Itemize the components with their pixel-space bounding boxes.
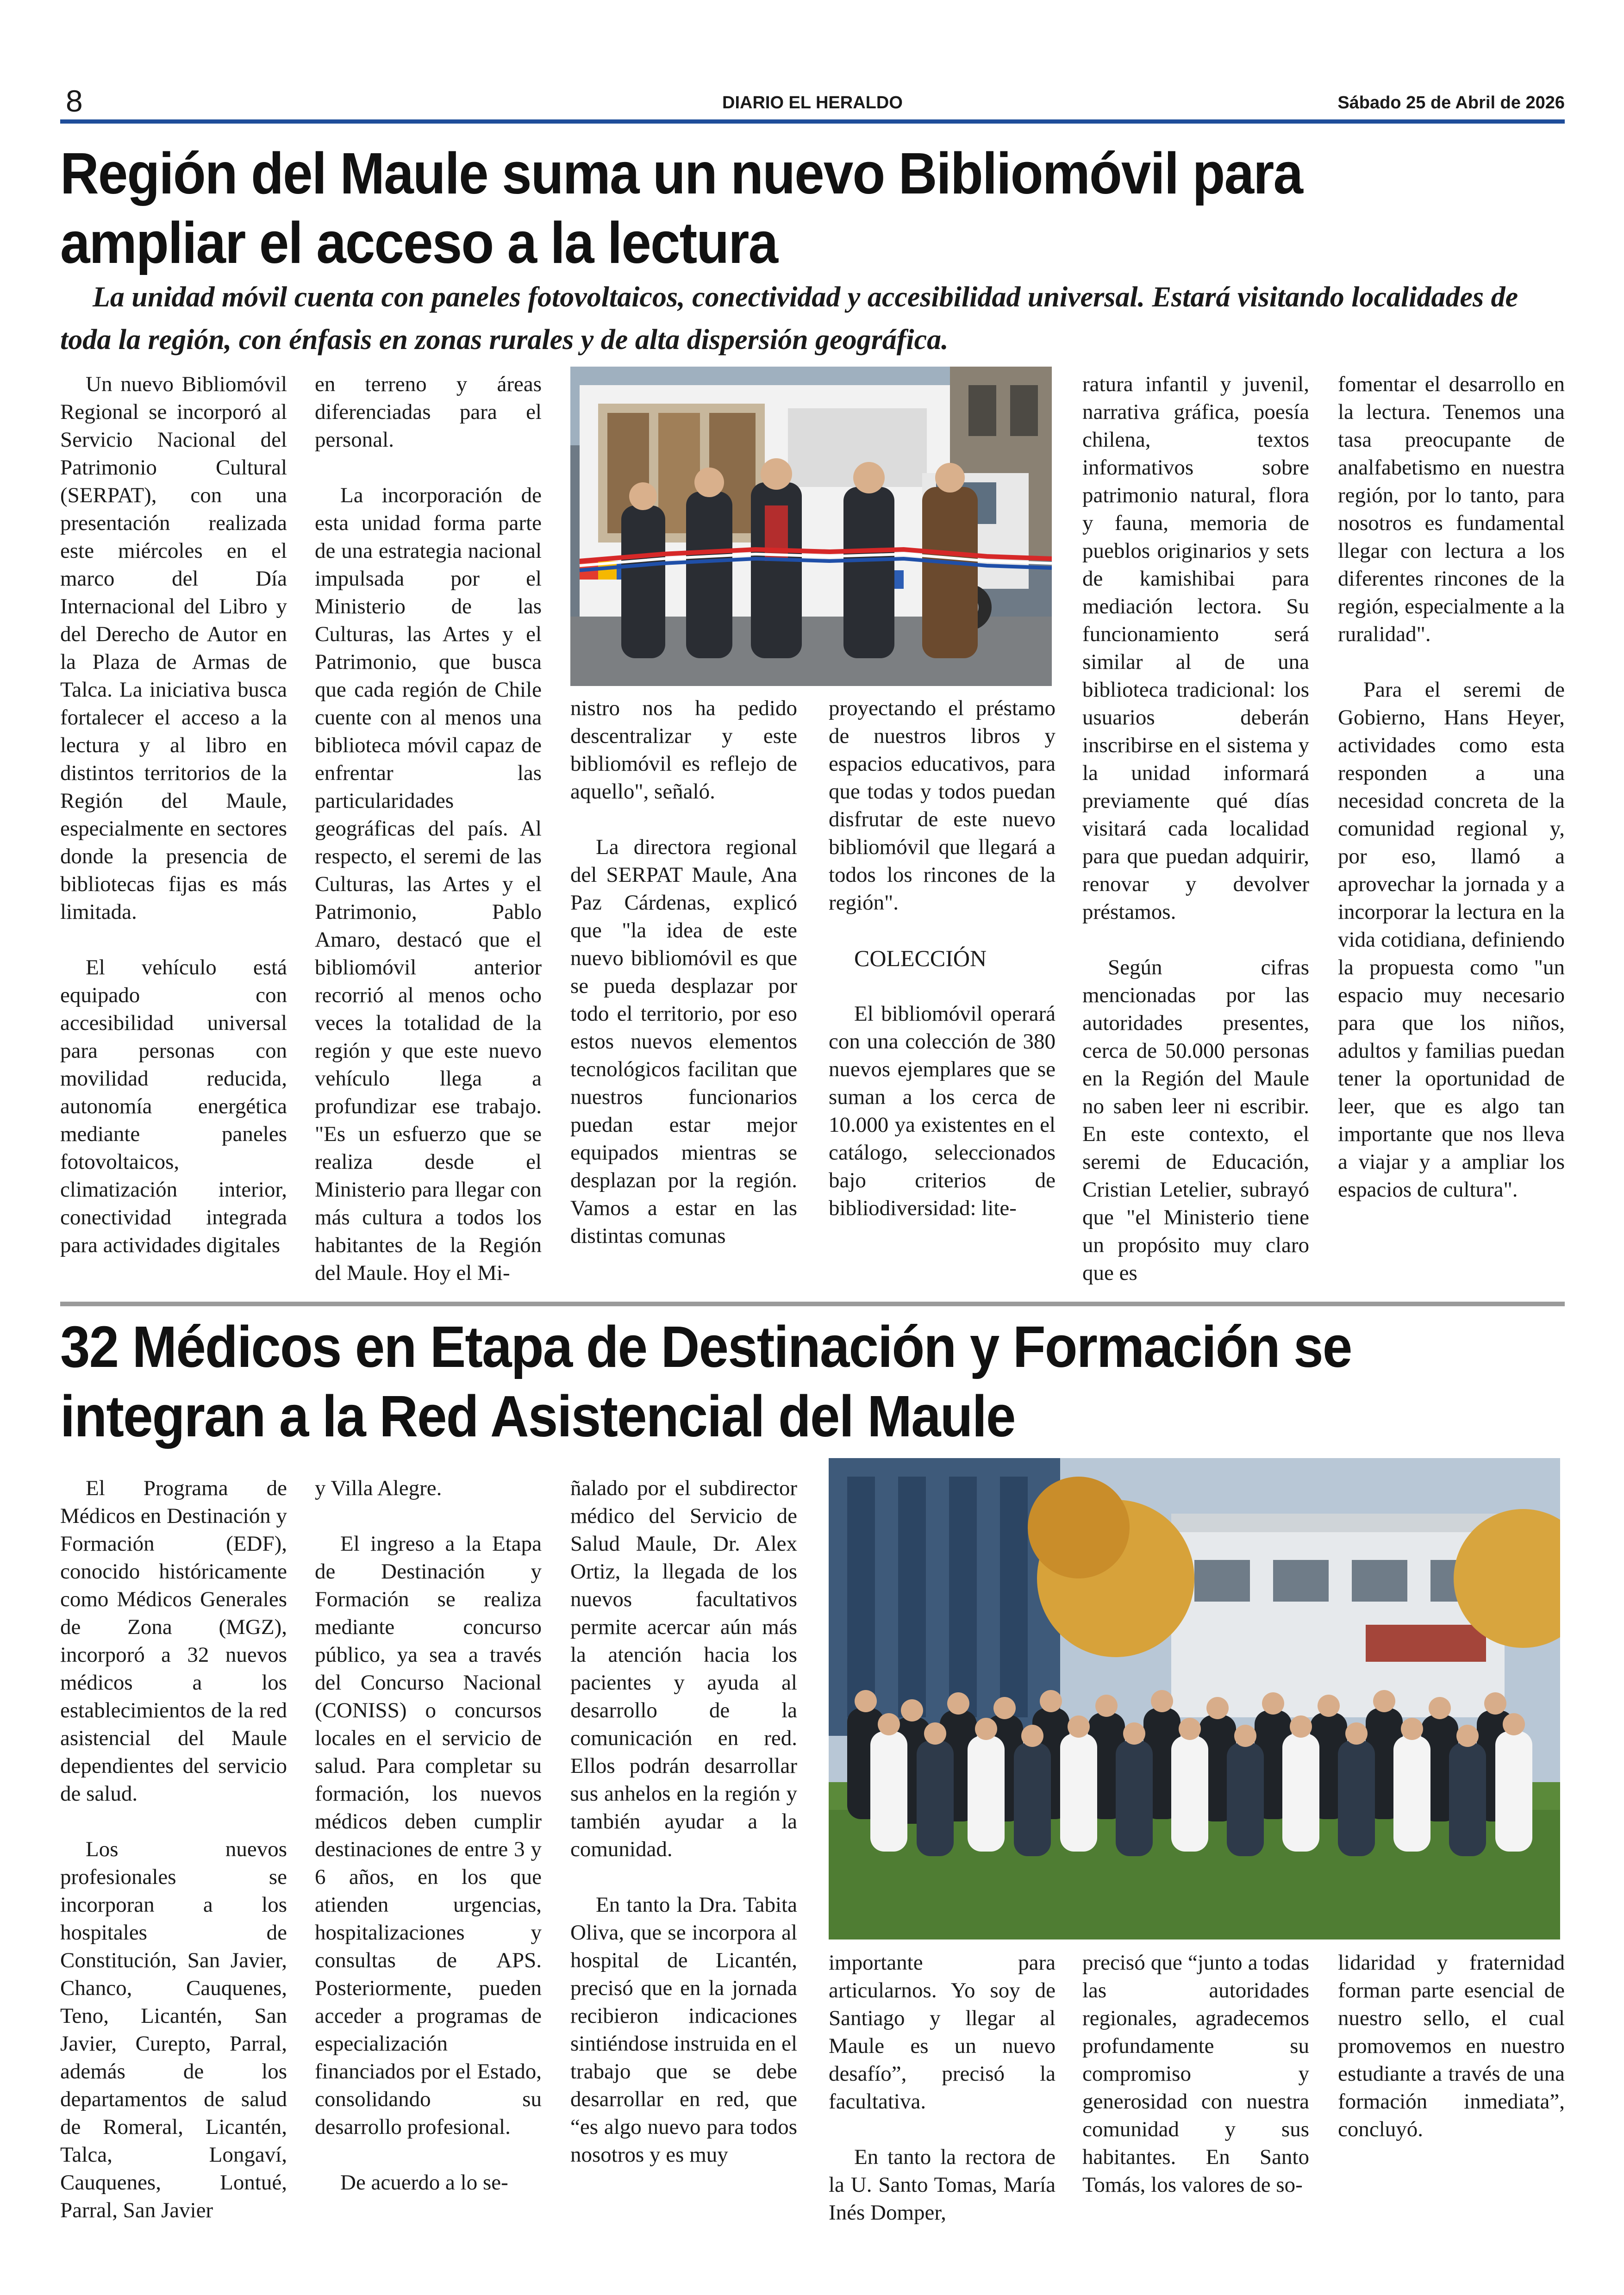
article2-paragraph: El ingreso a la Etapa de Destinación y Formación se realiza mediante concurso público, ya sea a través del Concurso Nacional (CONISS) o concursos locales en el servicio de salud. Para completar su formación, los nuevos médicos deben cumplir destinaciones de entre 3 y 6 años, en los que atienden urgencias, hospitalizaciones y consultas de APS. Posteriormente, pueden acceder a programas de especialización financiados por el Estado, consolidando su desarrollo profesional.: [315, 1532, 542, 2139]
article1-paragraph: El bibliomóvil operará con una colección de 380 nuevos ejemplares que se suman a los cerca de 10.000 ya existentes en el catálogo, seleccionados bajo criterios de bibliodiversidad: lite-: [829, 1002, 1056, 1220]
article2-column-4: [829, 1949, 1056, 2226]
section-divider: [60, 1302, 1565, 1306]
article2-paragraph: y Villa Alegre.: [315, 1476, 442, 1500]
article1-paragraph: Para el seremi de Gobierno, Hans Heyer, actividades como esta responden a una necesidad concreta de la comunidad regional y, por eso, llamó a aprovechar la jornada y a incorporar la lectura en la vida cotidiana, definiendo la propuesta como "un espacio muy necesario para que los niños, adultos y familias puedan tener la oportunidad de leer, que es algo tan importante que nos lleva a viajar y a ampliar los espacios de cultura".: [1338, 678, 1565, 1202]
article2-paragraph: ñalado por el subdirector médico del Servicio de Salud Maule, Dr. Alex Ortiz, la llegada de los nuevos facultativos permite acercar aún más la atención hacia los pacientes y ayuda al desarrollo de la comunicación en red. Ellos podrán desarrollar sus anhelos en la región y también ayudar a la comunidad.: [570, 1476, 797, 1861]
article1-paragraph: La incorporación de esta unidad forma parte de una estrategia nacional impulsada por el Ministerio de las Culturas, las Artes y el Patrimonio, que busca que cada región de Chile cuente con al menos una biblioteca móvil capaz de enfrentar las particularidades geográficas del país. Al respecto, el seremi de las Culturas, las Artes y el Patrimonio, Pablo Amaro, destacó que el bibliomóvil anterior recorrió al menos ocho veces la totalidad de la región y que este nuevo vehículo llega a profundizar ese trabajo. "Es un esfuerzo que se realiza desde el Ministerio para llegar con más cultura a todos los habitantes de la Región del Maule. Hoy el Mi-: [315, 483, 542, 1285]
article1-deck: [60, 276, 1565, 361]
article2-paragraph: precisó que “junto a todas las autoridades regionales, agradecemos profundamente su compromiso y generosidad con nuestra comunidad y sus habitantes. En Santo Tomás, los valores de so-: [1082, 1951, 1309, 2197]
header-rule: [60, 119, 1565, 124]
article2-paragraph: importante para articularnos. Yo soy de Santiago y llegar al Maule es un nuevo desafío”, precisó la facultativa.: [829, 1951, 1056, 2114]
article1-column-2: [315, 370, 542, 1287]
article2-headline-line2: integran a la Red Asistencial del Maule: [60, 1384, 1015, 1449]
article1-paragraph: Según cifras mencionadas por las autoridades presentes, cerca de 50.000 personas en la Región del Maule no saben leer ni escribir. En este contexto, el seremi de Educación, Cristian Letelier, subrayó que "el Ministerio tiene un propósito muy claro que es: [1082, 955, 1309, 1285]
bibliomovil-photo-illustration: [570, 367, 1052, 686]
article1-headline-line2: ampliar el acceso a la lectura: [60, 210, 778, 275]
page-number: 8: [66, 84, 83, 118]
article2-headline-line1: 32 Médicos en Etapa de Destinación y Formación se: [60, 1314, 1352, 1379]
article1-column-5: [1082, 370, 1309, 1287]
article1-deck-line1: La unidad móvil cuenta con paneles fotovoltaicos, conectividad y accesibilidad universal. Estará visitando: [93, 281, 1344, 313]
article2-paragraph: Los nuevos profesionales se incorporan a los hospitales de Constitución, San Javier, Chanco, Cauquenes, Teno, Licantén, San Javier, Curepto, Parral, además de los departamentos de salud de Romeral, Licantén, Talca, Longaví, Cauquenes, Lontué, Parral, San Javier: [60, 1837, 287, 2222]
article1-subhead: COLECCIÓN: [854, 945, 987, 971]
article1-column-6: [1338, 370, 1565, 1204]
article2-column-2: [315, 1474, 542, 2196]
article2-paragraph: lidaridad y fraternidad forman parte esencial de nuestro sello, el cual promovemos en nuestro estudiante a través de una formación inmediata”, concluyó.: [1338, 1951, 1565, 2141]
article2-column-3: [570, 1474, 797, 2169]
article2-column-6: [1338, 1949, 1565, 2143]
doctors-group-photo: [829, 1458, 1560, 1940]
article1-column-1: [60, 370, 287, 1259]
issue-date: Sábado 25 de Abril de 2026: [1337, 93, 1565, 112]
page-header: [60, 82, 1565, 119]
bibliomovil-inauguration-photo: [570, 367, 1052, 686]
article2-paragraph: El Programa de Médicos en Destinación y Formación (EDF), conocido históricamente como Médicos Generales de Zona (MGZ), incorporó a 32 nuevos médicos a los establecimientos de la red asistencial del Maule dependientes del servicio de salud.: [60, 1476, 287, 1806]
article1-paragraph: proyectando el préstamo de nuestros libros y espacios educativos, para que todas y todos puedan disfrutar de este nuevo bibliomóvil que llegará a todos los rincones de la región".: [829, 696, 1056, 915]
article2-paragraph: En tanto la Dra. Tabita Oliva, que se incorpora al hospital de Licantén, precisó que en la jornada recibieron indicaciones sintiéndose instruida en el trabajo que se debe desarrollar en red, que “es algo nuevo para todos nosotros y es muy: [570, 1893, 797, 2167]
article1-paragraph: ratura infantil y juvenil, narrativa gráfica, poesía chilena, textos informativos sobre patrimonio natural, flora y fauna, memoria de pueblos originarios y sets de kamishibai para mediación lectora. Su funcionamiento será similar al de una biblioteca tradicional: los usuarios deberán inscribirse en el sistema y la unidad informará previamente qué días visitará cada localidad para que puedan adquirir, renovar y devolver préstamos.: [1082, 372, 1309, 924]
article2-paragraph: En tanto la rectora de la U. Santo Tomas, María Inés Domper,: [829, 2145, 1056, 2225]
article1-paragraph: fomentar el desarrollo en la lectura. Tenemos una tasa preocupante de analfabetismo en nuestra región, por lo tanto, para nosotros es fundamental llegar con lectura a los diferentes rincones de la región, especialmente a la ruralidad".: [1338, 372, 1565, 646]
article1-column-3: [570, 694, 797, 1250]
article2-paragraph: De acuerdo a lo se-: [340, 2170, 508, 2195]
article1-paragraph: El vehículo está equipado con accesibilidad universal para personas con movilidad reducida, autonomía energética mediante paneles fotovoltaicos, climatización interior, conectividad integrada para actividades digitales: [60, 955, 287, 1257]
article1-paragraph: en terreno y áreas diferenciadas para el personal.: [315, 372, 542, 452]
article1-paragraph: nistro nos ha pedido descentralizar y este bibliomóvil es reflejo de aquello", señaló.: [570, 696, 797, 804]
article2-column-5: [1082, 1949, 1309, 2199]
article1-paragraph: Un nuevo Bibliomóvil Regional se incorporó al Servicio Nacional del Patrimonio Cultural (SERPAT), con una presentación realizada este miércoles en el marco del Día Internacional del Libro y del Derecho de Autor en la Plaza de Armas de Talca. La iniciativa busca fortalecer el acceso a la lectura y al libro en distintos territorios de la Región del Maule, especialmente en sectores donde la presencia de bibliotecas fijas es más limitada.: [60, 372, 287, 924]
article1-headline-line1: Región del Maule suma un nuevo Bibliomóvil para: [60, 141, 1303, 206]
doctors-photo-illustration: [829, 1458, 1560, 1940]
newspaper-name: DIARIO EL HERALDO: [722, 93, 903, 112]
article1-column-4: [829, 694, 1056, 1222]
article1-deck-line2: localidades de toda la región, con énfasis en zonas rurales y de alta dispersión geográfica.: [60, 281, 1518, 355]
article1-paragraph: La directora regional del SERPAT Maule, Ana Paz Cárdenas, explicó que "la idea de este nuevo bibliomóvil es que se pueda desplazar por todo el territorio, por eso estos nuevos elementos tecnológicos facilitan que nuestros funcionarios puedan estar mejor equipados mientras se desplazan por la región. Vamos a estar en las distintas comunas: [570, 835, 797, 1248]
article2-column-1: [60, 1474, 287, 2224]
